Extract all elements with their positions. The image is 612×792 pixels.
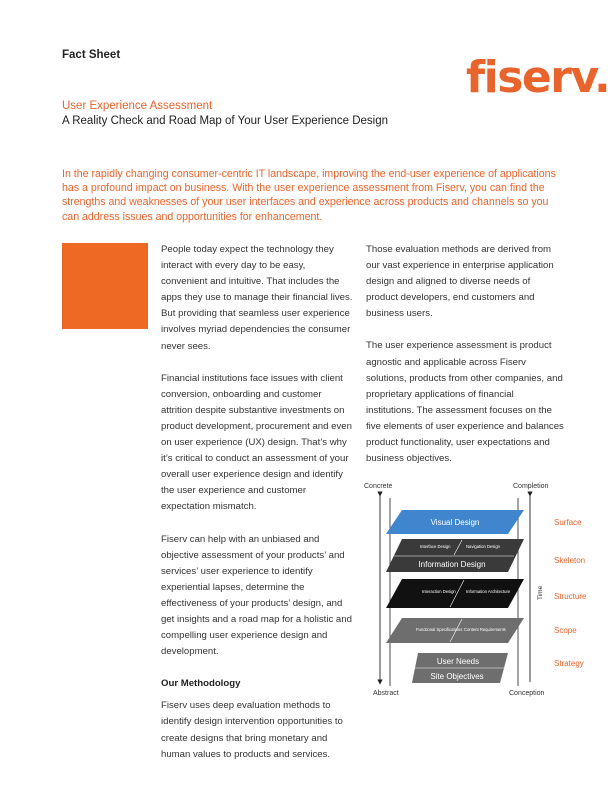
plane-label-scope: Scope <box>554 626 577 635</box>
concrete-label: Concrete <box>364 483 393 490</box>
time-label: Time <box>537 585 544 600</box>
document-type-label: Fact Sheet <box>62 49 121 61</box>
body-paragraph: Fiserv uses deep evaluation methods to identify design intervention opportunities to create designs that bring monetary and human values to products and services. <box>161 700 343 760</box>
content-requirements-label: Content Requirements <box>464 627 506 632</box>
conception-label: Conception <box>509 690 545 697</box>
plane-label-skeleton: Skeleton <box>554 556 586 565</box>
page-subtitle: A Reality Check and Road Map of Your User Experience Design <box>62 115 389 127</box>
fiserv-logo: fiserv. <box>466 52 610 103</box>
abstract-label: Abstract <box>373 690 399 697</box>
navigation-design-label: Navigation Design <box>466 544 500 549</box>
user-needs-label: User Needs <box>436 657 480 666</box>
page-title: User Experience Assessment <box>62 100 213 112</box>
ux-elements-diagram <box>360 478 596 700</box>
site-objectives-label: Site Objectives <box>430 672 484 681</box>
body-paragraph: Fiserv can help with an unbiased and objective assessment of your products’ and services’ user experience to identify experiential lapses, determine the effectiveness of your products’ design, and get insights and a road map for a holistic and compelling user experience design and development. <box>161 533 352 658</box>
information-design-label: Information Design <box>418 560 486 569</box>
methodology-heading: Our Methodology <box>161 678 241 690</box>
interaction-design-label: Interaction Design <box>422 589 456 594</box>
plane-label-surface: Surface <box>554 518 582 527</box>
information-architecture-label: Information Architecture <box>466 589 511 594</box>
functional-specifications-label: Functional Specifications <box>416 627 463 632</box>
body-column-right <box>366 242 564 483</box>
plane-label-structure: Structure <box>554 592 587 601</box>
body-paragraph: The user experience assessment is product agnostic and applicable across Fiserv solutions, products from other companies, and proprietary applications of financial institutions. The assessment focuses on the five elements of user experience and balances product functionality, user expectations and business objectives. <box>366 340 564 465</box>
intro-paragraph: In the rapidly changing consumer-centric IT landscape, improving the end-user experience of applications has a profound impact on business. With the user experience assessment from Fiserv, you can find the strengths and weaknesses of your user interfaces and experience across products and channels so you can address issues and opportunities for enhancement. <box>62 168 556 223</box>
completion-label: Completion <box>513 483 549 490</box>
visual-design-label: Visual Design <box>430 518 480 527</box>
interface-design-label: Interface Design <box>420 544 451 549</box>
plane-label-strategy: Strategy <box>554 659 584 668</box>
body-column-left <box>161 242 353 779</box>
decorative-orange-block <box>62 243 148 329</box>
body-paragraph: Those evaluation methods are derived from our vast experience in enterprise application design and aligned to diverse needs of product developers, end customers and business users. <box>366 244 554 320</box>
body-paragraph: Financial institutions face issues with client conversion, onboarding and customer attrition despite substantive investments on product development, procurement and even on user experience (UX) design. That’s why it’s critical to conduct an assessment of your overall user experience design and identify the user experience and customer expectation mismatch. <box>161 372 352 513</box>
body-paragraph: People today expect the technology they interact with every day to be easy, convenient and intuitive. That includes the apps they use to manage their financial lives. But providing that seamless user experience involves myriad dependencies the consumer never sees. <box>161 244 353 352</box>
